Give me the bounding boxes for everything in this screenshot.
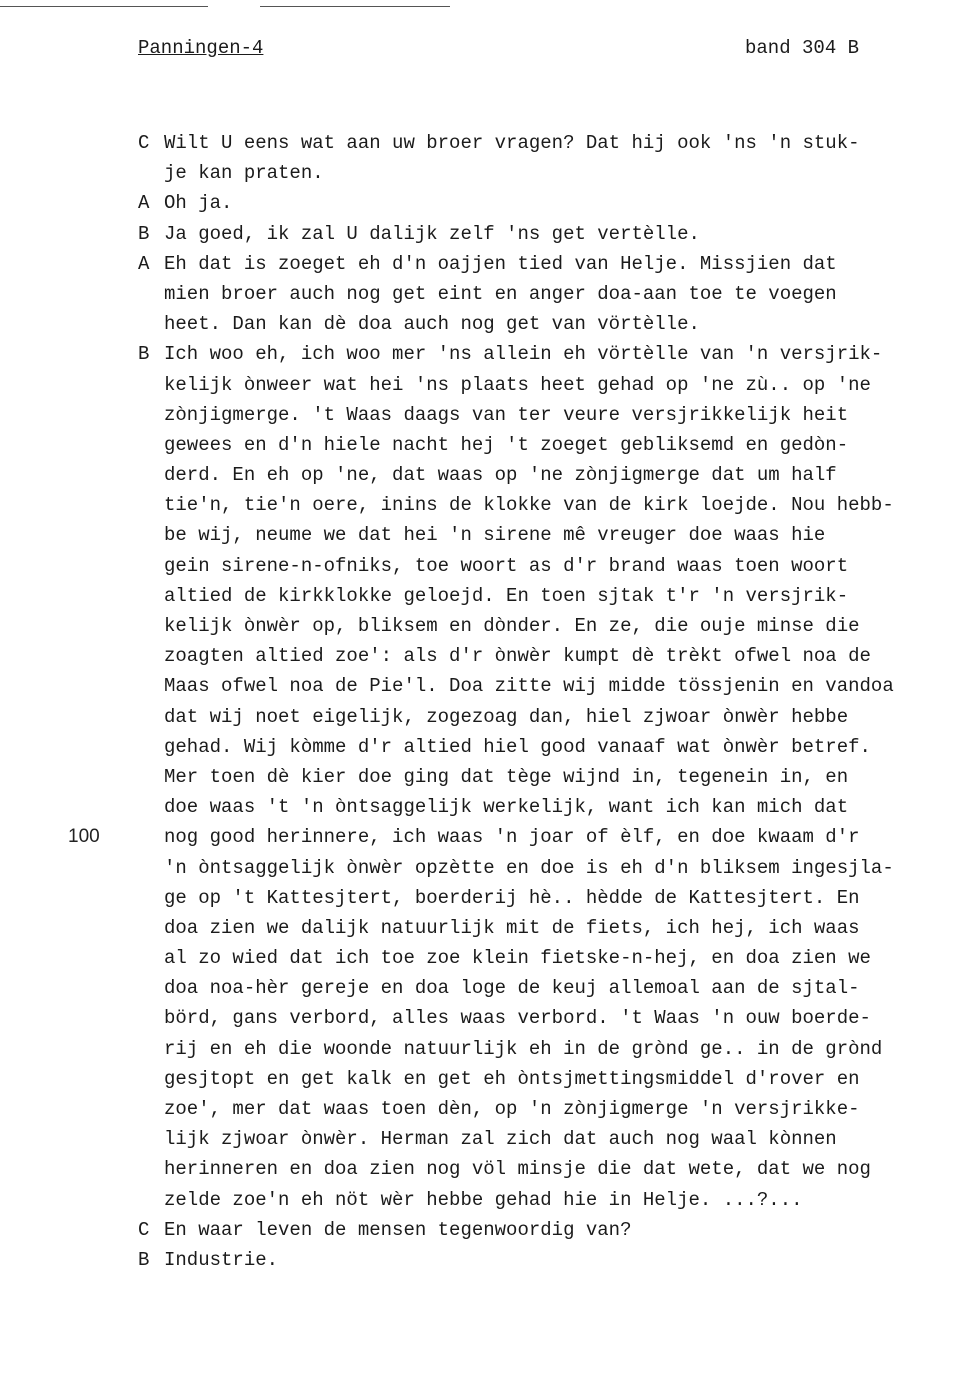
line-text: gein sirene-n-ofniks, toe woort as d'r brand waas toen woort	[164, 554, 849, 577]
transcript-line	[138, 430, 968, 460]
line-text: doa zien we dalijk natuurlijk mit de fiets, ich hej, ich waas	[164, 916, 860, 939]
line-text: heet. Dan kan dè doa auch nog get van vörtèlle.	[164, 313, 700, 336]
transcript-line	[138, 249, 968, 279]
header-tape: band 304 B	[745, 37, 860, 59]
line-text: Eh dat is zoeget eh d'n oajjen tied van Helje. Missjien dat	[164, 252, 837, 275]
speaker-label: C	[138, 1218, 150, 1241]
transcript-line	[138, 732, 968, 762]
top-rule-right	[260, 6, 450, 7]
line-text: En waar leven de mensen tegenwoordig van?	[164, 1218, 632, 1241]
transcript-line	[138, 641, 968, 671]
transcript-line	[138, 551, 968, 581]
line-text: 'n òntsaggelijk ònwèr opzètte en doe is eh d'n bliksem ingesjla-	[164, 856, 894, 879]
transcript-body	[138, 128, 968, 1275]
line-text: al zo wied dat ich toe zoe klein fietske-n-hej, en doa zien we	[164, 947, 871, 970]
line-text: mien broer auch nog get eint en anger doa-aan toe te voegen	[164, 282, 837, 305]
speaker-label: A	[138, 252, 150, 275]
line-text: doa noa-hèr gereje en doa loge de keuj allemoal aan de sjtal-	[164, 977, 860, 1000]
transcript-line	[138, 1154, 968, 1184]
line-text: ge op 't Kattesjtert, boerderij hè.. hèdde de Kattesjtert. En	[164, 886, 860, 909]
transcript-line	[138, 1185, 968, 1215]
line-text: Wilt U eens wat aan uw broer vragen? Dat hij ook 'ns 'n stuk-	[164, 132, 860, 154]
transcript-line	[138, 671, 968, 701]
transcript-line	[138, 279, 968, 309]
line-text: Industrie.	[164, 1248, 279, 1271]
transcript-line	[138, 370, 968, 400]
transcript-line	[138, 913, 968, 943]
line-text: altied de kirkklokke geloejd. En toen sjtak t'r 'n versjrik-	[164, 584, 849, 607]
transcript-line	[138, 520, 968, 550]
transcript-line	[138, 309, 968, 339]
transcript-line	[138, 219, 968, 249]
line-text: Maas ofwel noa de Pie'l. Doa zitte wij midde tössjenin en vandoa	[164, 675, 894, 698]
line-text: Mer toen dè kier doe ging dat tège wijnd in, tegenein in, en	[164, 765, 849, 788]
transcript-line	[138, 1094, 968, 1124]
line-text: Ja goed, ik zal U dalijk zelf 'ns get vertèlle.	[164, 222, 700, 245]
transcript-line	[138, 973, 968, 1003]
line-text: Oh ja.	[164, 192, 233, 215]
header-place: Panningen-4	[138, 37, 264, 59]
transcript-line	[138, 188, 968, 218]
line-text: be wij, neume we dat hei 'n sirene mê vreuger doe waas hie	[164, 524, 826, 547]
line-text: nog good herinnere, ich waas 'n joar of èlf, en doe kwaam d'r	[164, 826, 860, 849]
line-text: zelde zoe'n eh nöt wèr hebbe gehad hie in Helje. ...?...	[164, 1188, 803, 1211]
line-text: tie'n, tie'n oere, inins de klokke van de kirk loejde. Nou hebb-	[164, 494, 894, 517]
transcript-line	[138, 1064, 968, 1094]
line-text: gesjtopt en get kalk en get eh òntsjmettingsmiddel d'rover en	[164, 1067, 860, 1090]
transcript-line	[138, 339, 968, 369]
line-text: kelijk ònweer wat hei 'ns plaats heet gehad op 'ne zù.. op 'ne	[164, 373, 871, 396]
transcript-line	[138, 822, 968, 852]
speaker-label: C	[138, 132, 150, 154]
transcript-line	[138, 762, 968, 792]
transcript-line	[138, 128, 968, 158]
transcript-line	[138, 792, 968, 822]
transcript-line	[138, 1245, 968, 1275]
transcript-line	[138, 490, 968, 520]
line-text: kelijk ònwèr op, bliksem en dònder. En ze, die ouje minse die	[164, 615, 860, 637]
line-text: je kan praten.	[164, 162, 324, 185]
line-text: herinneren en doa zien nog völ minsje die dat wete, dat we nog	[164, 1158, 871, 1181]
speaker-label: A	[138, 192, 150, 215]
line-text: doe waas 't 'n òntsaggelijk werkelijk, want ich kan mich dat	[164, 796, 849, 819]
line-text: rij en eh die woonde natuurlijk eh in de grònd ge.. in de grònd	[164, 1037, 883, 1060]
transcript-line	[138, 1034, 968, 1064]
line-text: börd, gans verbord, alles waas verbord. 't Waas 'n ouw boerde-	[164, 1007, 871, 1030]
speaker-label: B	[138, 343, 150, 366]
transcript-line	[138, 883, 968, 913]
top-rule-left	[0, 6, 208, 7]
transcript-line	[138, 400, 968, 430]
margin-line-number: 100	[68, 826, 100, 847]
line-text: zoe', mer dat waas toen dèn, op 'n zònjigmerge 'n versjrikke-	[164, 1098, 860, 1120]
transcript-line	[138, 943, 968, 973]
line-text: gehad. Wij kòmme d'r altied hiel good vanaaf wat ònwèr betref.	[164, 735, 871, 758]
transcript-line	[138, 702, 968, 732]
line-text: derd. En eh op 'ne, dat waas op 'ne zònjigmerge dat um half	[164, 464, 837, 487]
transcript-line	[138, 460, 968, 490]
line-text: dat wij noet eigelijk, zogezoag dan, hiel zjwoar ònwèr hebbe	[164, 705, 849, 728]
transcript-line	[138, 611, 968, 641]
transcript-line	[138, 1003, 968, 1033]
transcript-line	[138, 853, 968, 883]
line-text: zoagten altied zoe': als d'r ònwèr kumpt dè trèkt ofwel noa de	[164, 645, 871, 668]
line-text: lijk zjwoar ònwèr. Herman zal zich dat auch nog waal kònnen	[164, 1128, 837, 1151]
line-text: gewees en d'n hiele nacht hej 't zoeget gebliksemd en gedòn-	[164, 433, 849, 456]
transcript-line	[138, 158, 968, 188]
line-text: zònjigmerge. 't Waas daags van ter veure versjrikkelijk heit	[164, 403, 849, 426]
transcript-line	[138, 1215, 968, 1245]
speaker-label: B	[138, 1248, 150, 1271]
transcript-line	[138, 1124, 968, 1154]
speaker-label: B	[138, 222, 150, 245]
line-text: Ich woo eh, ich woo mer 'ns allein eh vörtèlle van 'n versjrik-	[164, 343, 883, 366]
transcript-line	[138, 581, 968, 611]
